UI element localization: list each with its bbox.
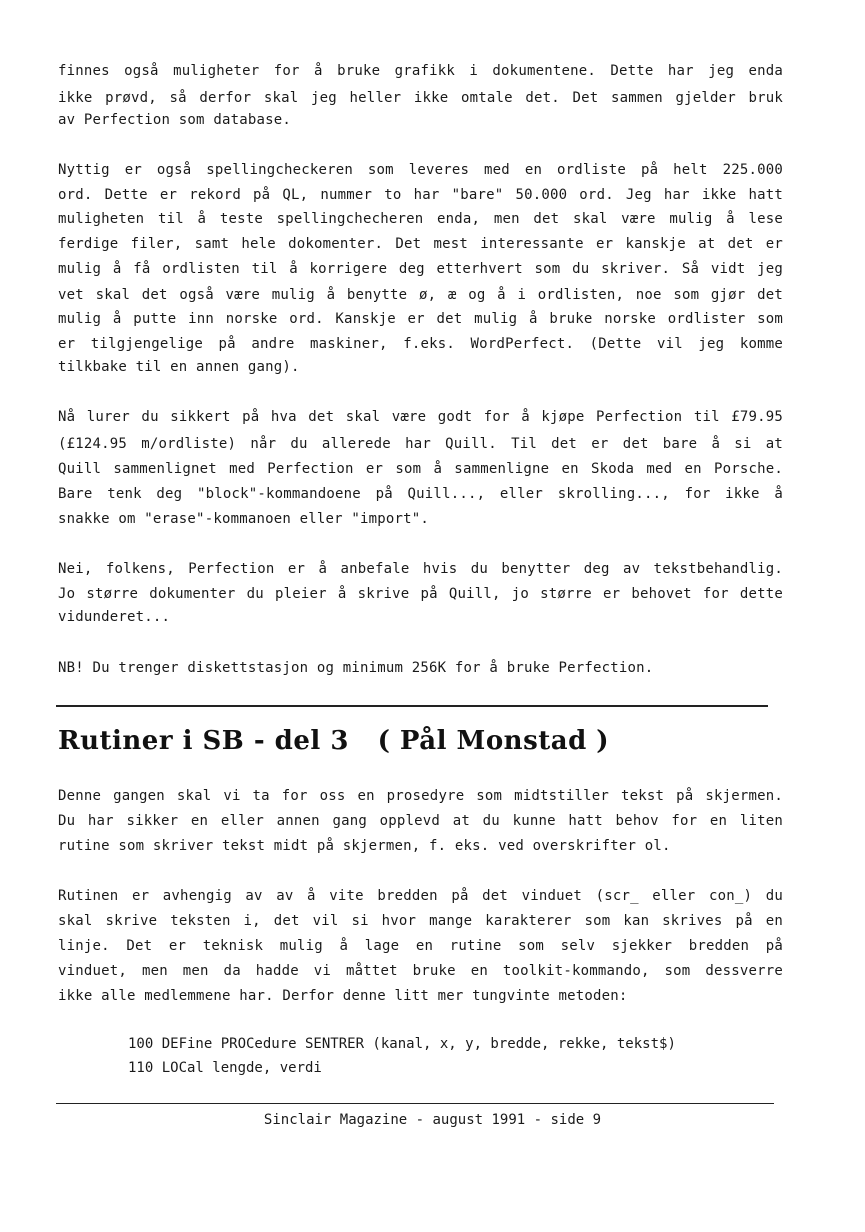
text-line: (£124.95 m/ordliste) når du allerede har Quill. Til det er det bare å si at (58, 436, 783, 452)
text-line: vidunderet... (58, 609, 171, 625)
text-line: mulig å få ordlisten til å korrigere deg etterhvert som du skriver. Så vidt jeg (58, 261, 783, 277)
article-heading: Rutiner i SB - del 3 ( Pål Monstad ) (58, 726, 610, 756)
text-line: Du har sikker en eller annen gang opplevd at du kunne hatt behov for en liten (58, 813, 783, 829)
text-line: vet skal det også være mulig å benytte ø, æ og å i ordlisten, noe som gjør det (58, 287, 783, 303)
footer-divider (56, 1103, 774, 1104)
text-line: Bare tenk deg "block"-kommandoene på Quill..., eller skrolling..., for ikke å (58, 486, 783, 502)
text-line: NB! Du trenger diskettstasjon og minimum 256K for å bruke Perfection. (58, 660, 654, 676)
code-line: 110 LOCal lengde, verdi (128, 1060, 322, 1076)
text-line: ikke alle medlemmene har. Derfor denne litt mer tungvinte metoden: (58, 988, 628, 1004)
page-footer: Sinclair Magazine - august 1991 - side 9 (263, 1112, 602, 1128)
text-line: ikke prøvd, så derfor skal jeg heller ikke omtale det. Det sammen gjelder bruk (58, 90, 783, 106)
text-line: skal skrive teksten i, det vil si hvor mange karakterer som kan skrives på en (58, 913, 783, 929)
text-line: vinduet, men men da hadde vi måttet bruke en toolkit-kommando, som dessverre (58, 963, 783, 979)
text-line: Nå lurer du sikkert på hva det skal være godt for å kjøpe Perfection til £79.95 (58, 409, 783, 425)
text-line: muligheten til å teste spellingchecheren enda, men det skal være mulig å lese (58, 211, 783, 227)
text-line: Nyttig er også spellingcheckeren som leveres med en ordliste på helt 225.000 (58, 162, 783, 178)
text-line: rutine som skriver tekst midt på skjermen, f. eks. ved overskrifter ol. (58, 838, 671, 854)
section-divider (56, 705, 768, 707)
text-line: ferdige filer, samt hele dokomenter. Det mest interessante er kanskje at det er (58, 236, 783, 252)
text-line: ord. Dette er rekord på QL, nummer to har "bare" 50.000 ord. Jeg har ikke hatt (58, 187, 783, 203)
text-line: Quill sammenlignet med Perfection er som å sammenligne en Skoda med en Porsche. (58, 461, 783, 477)
text-line: Denne gangen skal vi ta for oss en prosedyre som midtstiller tekst på skjermen. (58, 788, 783, 804)
text-line: snakke om "erase"-kommanoen eller "import". (58, 511, 430, 527)
text-line: mulig å putte inn norske ord. Kanskje er det mulig å bruke norske ordlister som (58, 311, 783, 327)
text-line: finnes også muligheter for å bruke grafikk i dokumentene. Dette har jeg enda (58, 63, 783, 79)
text-line: av Perfection som database. (58, 112, 291, 128)
code-line: 100 DEFine PROCedure SENTRER (kanal, x, y, bredde, rekke, tekst$) (128, 1036, 676, 1052)
text-line: linje. Det er teknisk mulig å lage en rutine som selv sjekker bredden på (58, 938, 783, 954)
text-line: Rutinen er avhengig av av å vite bredden på det vinduet (scr_ eller con_) du (58, 888, 783, 904)
text-line: Nei, folkens, Perfection er å anbefale hvis du benytter deg av tekstbehandlig. (58, 561, 783, 577)
text-line: Jo større dokumenter du pleier å skrive på Quill, jo større er behovet for dette (58, 586, 783, 602)
text-line: tilkbake til en annen gang). (58, 359, 300, 375)
text-line: er tilgjengelige på andre maskiner, f.eks. WordPerfect. (Dette vil jeg komme (58, 336, 783, 352)
